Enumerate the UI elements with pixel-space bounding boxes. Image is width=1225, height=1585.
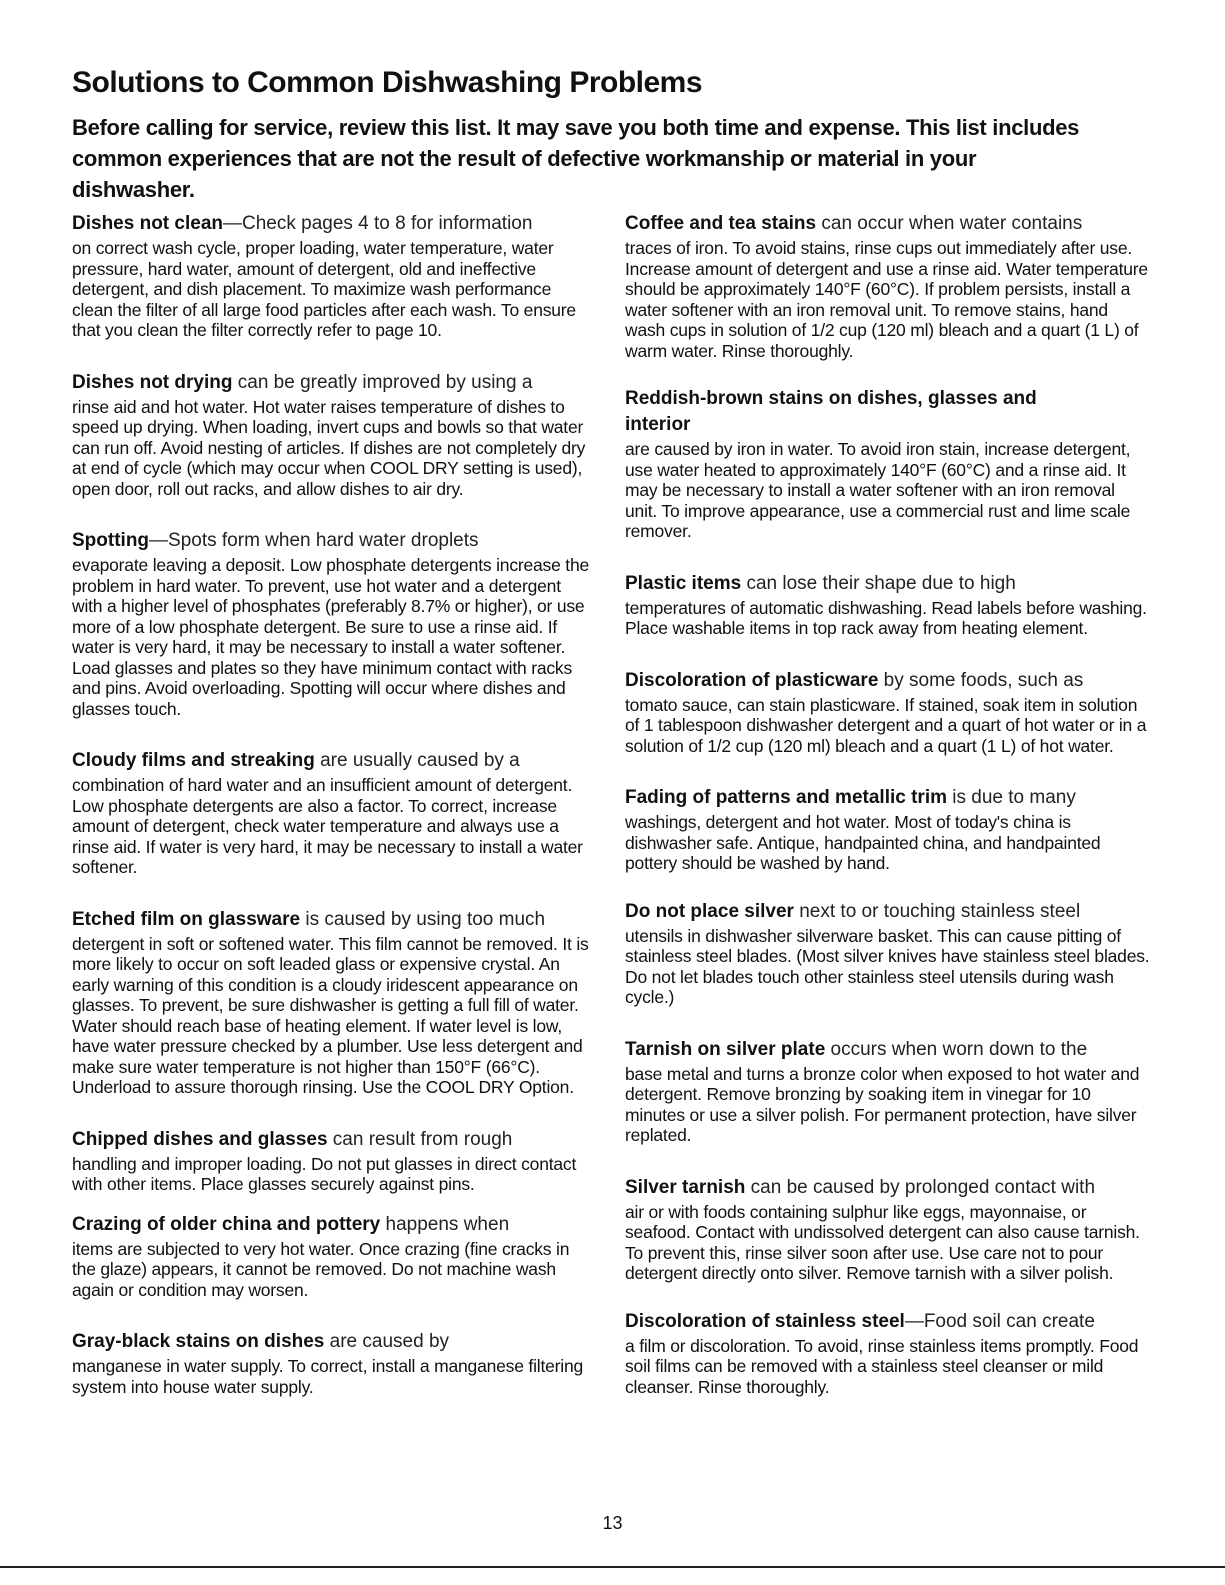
entry-heading: Dishes not drying xyxy=(72,371,233,393)
entry-heading: Gray-black stains on dishes xyxy=(72,1331,325,1352)
entry-reddish-brown-stains xyxy=(625,387,1150,542)
entry-crazing xyxy=(72,1213,592,1301)
entry-heading: Discoloration of plasticware xyxy=(625,669,879,691)
entry-lead: are caused by xyxy=(324,1331,450,1352)
entry-lead: by some foods, such as xyxy=(878,669,1084,691)
entry-heading: Cloudy films and streaking xyxy=(72,750,315,771)
entry-lead: next to or touching stainless steel xyxy=(793,900,1081,922)
entry-dishes-not-drying xyxy=(72,371,592,500)
page-title: Solutions to Common Dishwashing Problems xyxy=(72,66,703,99)
entry-body: are caused by iron in water. To avoid iron stain, increase detergent, use water heated to approximately 140°F (60°C) and a rinse aid. It may be necessary to install a water softener with an iron removal unit. To improve appearance, use a commercial rust and lime scale remover. xyxy=(625,439,1131,541)
entry-heading: Plastic items xyxy=(625,572,742,594)
entry-lead: are usually caused by a xyxy=(314,750,520,771)
entry-chipped-dishes xyxy=(72,1128,592,1195)
entry-cloudy-films xyxy=(72,749,592,878)
entry-heading: Spotting xyxy=(72,530,150,551)
entry-heading: Silver tarnish xyxy=(625,1176,746,1198)
entry-lead: happens when xyxy=(380,1213,510,1235)
entry-heading: Discoloration of stainless steel xyxy=(625,1310,905,1332)
entry-heading: Crazing of older china and pottery xyxy=(72,1213,381,1235)
entry-heading: Etched film on glassware xyxy=(72,908,301,930)
entry-body: items are subjected to very hot water. Once crazing (fine cracks in the glaze) appears, it cannot be removed. Do not machine wash again or condition may worsen. xyxy=(72,1238,570,1300)
bottom-divider xyxy=(0,1566,1225,1568)
entry-lead: can be caused by prolonged contact with xyxy=(745,1176,1096,1198)
entry-discoloration-stainless xyxy=(625,1310,1150,1398)
entry-heading-continued: interior xyxy=(625,414,691,435)
entry-lead: can occur when water contains xyxy=(816,213,1083,234)
page-number: 13 xyxy=(602,1513,623,1533)
left-column xyxy=(72,212,592,1397)
entry-lead: is due to many xyxy=(947,787,1076,808)
entry-fading-patterns xyxy=(625,786,1150,874)
entry-body: traces of iron. To avoid stains, rinse cups out immediately after use. Increase amount of detergent and use a rinse aid. Water temperature should be approximately 140°F (60°C). If problem persists, install a water softener with an iron removal unit. To remove stains, hand wash cups in solution of 1/2 cup (120 ml) bleach and a quart (1 L) of warm water. Rinse thoroughly. xyxy=(625,238,1148,361)
intro-text: Before calling for service, review this list. It may save you both time and expense. This list includes common experiences that are not the result of defective workmanship or material in your dishwasher. xyxy=(72,115,1080,202)
entry-plastic-items xyxy=(625,572,1150,639)
entry-body: rinse aid and hot water. Hot water raises temperature of dishes to speed up drying. When loading, invert cups and bowls so that water can run off. Avoid nesting of articles. If dishes are not completely dry at end of cycle (which may occur when COOL DRY setting is used), open door, roll out racks, and allow dishes to air dry. xyxy=(72,396,586,499)
entry-lead: —Check pages 4 to 8 for information xyxy=(223,213,533,234)
entry-lead: occurs when worn down to the xyxy=(825,1038,1088,1060)
entry-body: temperatures of automatic dishwashing. Read labels before washing. Place washable items in top rack away from heating element. xyxy=(625,597,1147,638)
entry-do-not-place-silver xyxy=(625,900,1150,1008)
entry-tarnish-silver-plate xyxy=(625,1038,1150,1146)
entry-heading: Reddish-brown stains on dishes, glasses and xyxy=(625,388,1037,409)
entry-body: base metal and turns a bronze color when exposed to hot water and detergent. Remove bronzing by soaking item in vinegar for 10 minutes or use a silver polish. For permanent protection, have silver replated. xyxy=(625,1063,1140,1145)
entry-lead: —Food soil can create xyxy=(904,1310,1095,1332)
entry-body: evaporate leaving a deposit. Low phosphate detergents increase the problem in hard water. To prevent, use hot water and a detergent with a higher level of phosphates (preferably 8.7% or higher), or use more of a low phosphate detergent. Be sure to use a rinse aid. If water is very hard, it may be necessary to install a water softener. Load glasses and plates so they have minimum contact with racks and pins. Avoid overloading. Spotting will occur where dishes and glasses touch. xyxy=(72,555,590,719)
entry-body: detergent in soft or softened water. This film cannot be removed. It is more likely to occur on soft leaded glass or expensive crystal. An early warning of this condition is a cloudy iridescent appearance on glasses. To prevent, be sure dishwasher is getting a full fill of water. Water should reach base of heating element. If water level is low, have water pressure checked by a plumber. Use less detergent and make sure water temperature is not higher than 150°F (66°C). Underload to assure thorough rinsing. Use the COOL DRY Option. xyxy=(72,933,589,1097)
entry-dishes-not-clean xyxy=(72,212,592,341)
entry-body: air or with foods containing sulphur like eggs, mayonnaise, or seafood. Contact with undissolved detergent can also cause tarnish. To prevent this, rinse silver soon after use. Use care not to pour detergent directly onto silver. Remove tarnish with a silver polish. xyxy=(625,1201,1140,1283)
entry-lead: can result from rough xyxy=(327,1128,513,1150)
entry-discoloration-plasticware xyxy=(625,669,1150,757)
entry-body: on correct wash cycle, proper loading, water temperature, water pressure, hard water, amount of detergent, old and ineffective detergent, and dish placement. To maximize wash performance clean the filter of all large food particles after each wash. To ensure that you clean the filter correctly refer to page 10. xyxy=(72,238,576,340)
entry-gray-black-stains xyxy=(72,1330,592,1397)
entry-heading: Chipped dishes and glasses xyxy=(72,1128,328,1150)
entry-body: a film or discoloration. To avoid, rinse stainless items promptly. Food soil films can be removed with a stainless steel cleanser or mild cleanser. Rinse thoroughly. xyxy=(625,1335,1139,1397)
entry-body: handling and improper loading. Do not put glasses in direct contact with other items. Place glasses securely against pins. xyxy=(72,1153,577,1194)
entry-lead: can lose their shape due to high xyxy=(741,572,1016,594)
entry-spotting xyxy=(72,529,592,719)
entry-heading: Coffee and tea stains xyxy=(625,213,817,234)
entry-body: manganese in water supply. To correct, install a manganese filtering system into house water supply. xyxy=(72,1356,584,1397)
entry-body: washings, detergent and hot water. Most of today's china is dishwasher safe. Antique, handpainted china, and handpainted pottery should be washed by hand. xyxy=(625,812,1101,873)
entry-body: tomato sauce, can stain plasticware. If stained, soak item in solution of 1 tablespoon dishwasher detergent and a quart of hot water or in a solution of 1/2 cup (120 ml) bleach and a quart (1 L) of hot water. xyxy=(625,694,1147,756)
entry-heading: Fading of patterns and metallic trim xyxy=(625,787,947,808)
entry-lead: is caused by using too much xyxy=(300,908,546,930)
entry-heading: Tarnish on silver plate xyxy=(625,1038,826,1060)
entry-body: utensils in dishwasher silverware basket. This can cause pitting of stainless steel blades. (Most silver knives have stainless steel blades. Do not let blades touch other stainless steel utensils during wash cycle.) xyxy=(625,925,1150,1007)
right-column xyxy=(625,212,1150,1397)
entry-silver-tarnish xyxy=(625,1176,1150,1284)
entry-lead: —Spots form when hard water droplets xyxy=(149,530,479,551)
entry-lead: can be greatly improved by using a xyxy=(232,371,533,393)
entry-body: combination of hard water and an insufficient amount of detergent. Low phosphate detergents are also a factor. To correct, increase amount of detergent, check water temperature and always use a rinse aid. If water is very hard, it may be necessary to install a water softener. xyxy=(72,775,583,877)
entry-heading: Do not place silver xyxy=(625,900,794,922)
entry-coffee-tea-stains xyxy=(625,212,1150,361)
entry-etched-film xyxy=(72,908,592,1098)
entry-heading: Dishes not clean xyxy=(72,213,223,234)
